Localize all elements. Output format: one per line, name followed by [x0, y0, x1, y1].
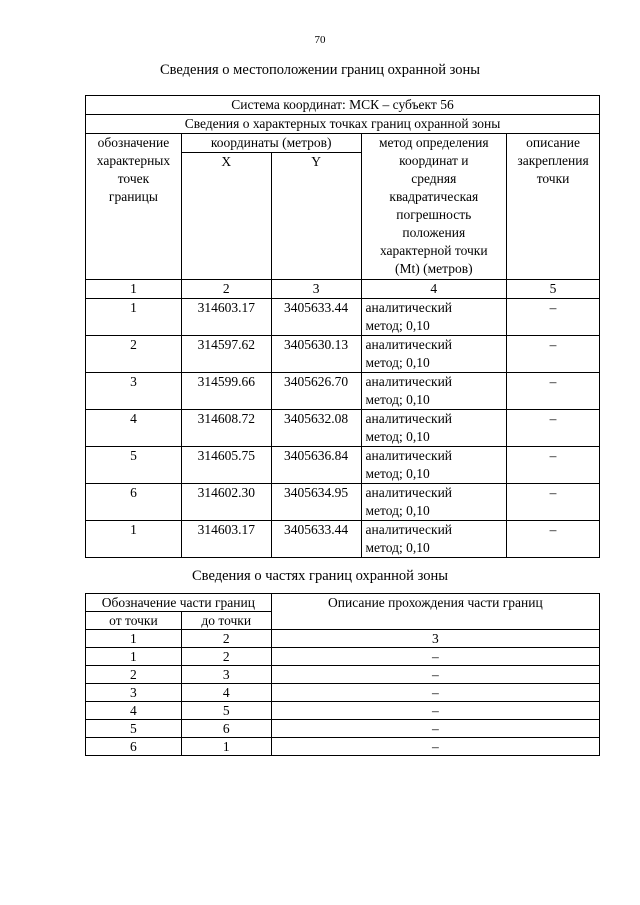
point-id: 1	[86, 521, 182, 558]
table-row	[86, 702, 600, 720]
point-id: 5	[86, 447, 182, 484]
fixing-value: –	[507, 484, 600, 521]
column-number: 5	[507, 280, 600, 299]
fixing-value: –	[507, 373, 600, 410]
fixing-value: –	[507, 299, 600, 336]
method-value: аналитический метод; 0,10	[361, 299, 507, 336]
column-number: 1	[86, 280, 182, 299]
part-description: –	[271, 702, 599, 720]
column-number: 3	[271, 280, 361, 299]
to-point-header: до точки	[181, 612, 271, 630]
x-value: 314605.75	[181, 447, 271, 484]
from-point-header: от точки	[86, 612, 182, 630]
coordinate-system-cell: Система координат: МСК – субъект 56	[86, 96, 600, 115]
point-id: 1	[86, 299, 182, 336]
column-number: 1	[86, 630, 182, 648]
parts-heading: Сведения о частях границ охранной зоны	[192, 568, 448, 584]
column-number: 2	[181, 630, 271, 648]
to-point: 3	[181, 666, 271, 684]
y-value: 3405632.08	[271, 410, 361, 447]
part-description: –	[271, 738, 599, 756]
point-id: 3	[86, 373, 182, 410]
point-id: 6	[86, 484, 182, 521]
table-row	[86, 299, 600, 336]
table-row	[86, 484, 600, 521]
point-designation-header: обозначение характерных точек границы	[86, 134, 182, 280]
fixing-description-header: описание закрепления точки	[507, 134, 600, 280]
table-row	[86, 447, 600, 484]
part-designation-header: Обозначение части границ	[86, 594, 272, 612]
method-value: аналитический метод; 0,10	[361, 410, 507, 447]
x-value: 314603.17	[181, 521, 271, 558]
point-id: 4	[86, 410, 182, 447]
part-description-header: Описание прохождения части границ	[271, 594, 599, 630]
from-point: 4	[86, 702, 182, 720]
part-description: –	[271, 720, 599, 738]
method-value: аналитический метод; 0,10	[361, 373, 507, 410]
table-row	[86, 738, 600, 756]
location-heading: Сведения о местоположении границ охранной зоны	[159, 62, 480, 78]
table-row	[86, 410, 600, 447]
fixing-value: –	[507, 447, 600, 484]
table-subtitle: Сведения о характерных точках границ охранной зоны	[86, 115, 600, 134]
y-value: 3405630.13	[271, 336, 361, 373]
to-point: 4	[181, 684, 271, 702]
table-row	[86, 720, 600, 738]
y-value: 3405636.84	[271, 447, 361, 484]
boundary-parts-table	[85, 593, 600, 756]
fixing-value: –	[507, 336, 600, 373]
column-number: 4	[361, 280, 507, 299]
method-value: аналитический метод; 0,10	[361, 336, 507, 373]
from-point: 6	[86, 738, 182, 756]
x-coordinate-header: X	[181, 153, 271, 280]
part-description: –	[271, 684, 599, 702]
table-row	[86, 684, 600, 702]
y-value: 3405633.44	[271, 299, 361, 336]
x-value: 314608.72	[181, 410, 271, 447]
to-point: 6	[181, 720, 271, 738]
to-point: 2	[181, 648, 271, 666]
x-value: 314599.66	[181, 373, 271, 410]
from-point: 3	[86, 684, 182, 702]
to-point: 5	[181, 702, 271, 720]
fixing-value: –	[507, 521, 600, 558]
from-point: 5	[86, 720, 182, 738]
method-value: аналитический метод; 0,10	[361, 447, 507, 484]
part-description: –	[271, 666, 599, 684]
x-value: 314597.62	[181, 336, 271, 373]
x-value: 314602.30	[181, 484, 271, 521]
table-row	[86, 666, 600, 684]
table-row	[86, 648, 600, 666]
method-value: аналитический метод; 0,10	[361, 521, 507, 558]
from-point: 2	[86, 666, 182, 684]
from-point: 1	[86, 648, 182, 666]
table-row	[86, 373, 600, 410]
method-value: аналитический метод; 0,10	[361, 484, 507, 521]
to-point: 1	[181, 738, 271, 756]
page-number: 70	[314, 34, 326, 46]
column-number: 3	[271, 630, 599, 648]
fixing-value: –	[507, 410, 600, 447]
y-value: 3405626.70	[271, 373, 361, 410]
point-id: 2	[86, 336, 182, 373]
column-number: 2	[181, 280, 271, 299]
method-header: метод определения координат и средняя квадратическая погрешность положения характерной точки (Mt) (метров)	[361, 134, 507, 280]
y-coordinate-header: Y	[271, 153, 361, 280]
y-value: 3405634.95	[271, 484, 361, 521]
y-value: 3405633.44	[271, 521, 361, 558]
coordinates-header: координаты (метров)	[181, 134, 361, 153]
part-description: –	[271, 648, 599, 666]
boundary-points-table	[85, 95, 600, 558]
x-value: 314603.17	[181, 299, 271, 336]
table-row	[86, 336, 600, 373]
table-row	[86, 521, 600, 558]
